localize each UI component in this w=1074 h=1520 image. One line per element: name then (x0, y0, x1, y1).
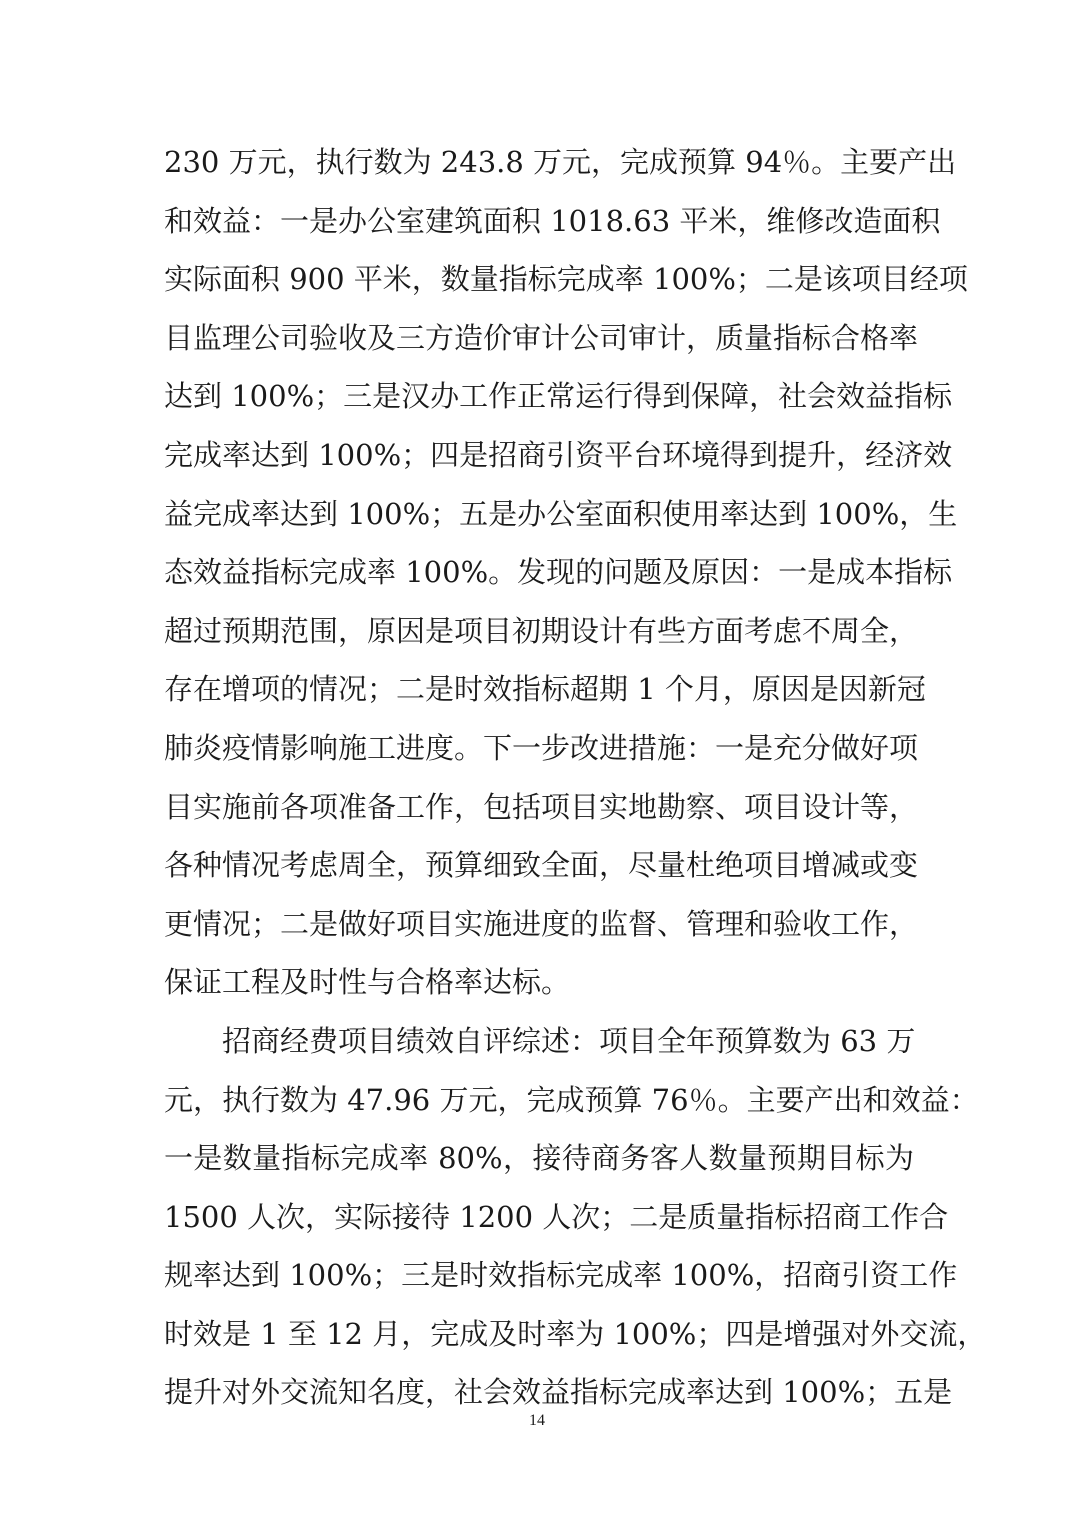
body-text (164, 133, 987, 1422)
text-line: 规率达到 100%；三是时效指标完成率 100%，招商引资工作 (164, 1258, 958, 1293)
text-line: 提升对外交流知名度，社会效益指标完成率达到 100%；五是 (164, 1375, 953, 1410)
text-line: 元，执行数为 47.96 万元，完成预算 76％。主要产出和效益： (164, 1082, 979, 1117)
text-line: 目实施前各项准备工作，包括项目实地勘察、项目设计等， (164, 789, 919, 824)
text-line: 完成率达到 100%；四是招商引资平台环境得到提升，经济效 (164, 437, 953, 472)
text-line: 肺炎疫情影响施工进度。下一步改进措施：一是充分做好项 (164, 730, 919, 765)
text-line: 和效益：一是办公室建筑面积 1018.63 平米，维修改造面积 (164, 203, 941, 238)
text-line: 230 万元，执行数为 243.8 万元，完成预算 94％。主要产出 (164, 145, 957, 179)
text-line: 更情况；二是做好项目实施进度的监督、管理和验收工作， (164, 906, 919, 941)
text-line: 保证工程及时性与合格率达标。 (164, 965, 571, 1000)
text-line: 实际面积 900 平米，数量指标完成率 100%；二是该项目经项 (164, 262, 968, 297)
text-line: 一是数量指标完成率 80%，接待商务客人数量预期目标为 (164, 1141, 914, 1176)
text-line: 超过预期范围，原因是项目初期设计有些方面考虑不周全， (164, 613, 919, 648)
paragraph-2 (164, 1012, 987, 1422)
text-line: 达到 100%；三是汉办工作正常运行得到保障，社会效益指标 (164, 379, 953, 414)
text-line: 招商经费项目绩效自评综述：项目全年预算数为 63 万 (222, 1023, 916, 1058)
text-line: 1500 人次，实际接待 1200 人次；二是质量指标招商工作合 (164, 1199, 949, 1234)
text-line: 目监理公司验收及三方造价审计公司审计，质量指标合格率 (164, 320, 919, 355)
text-line: 各种情况考虑周全，预算细致全面，尽量杜绝项目增减或变 (164, 848, 919, 883)
paragraph-1 (164, 133, 968, 1012)
text-line: 存在增项的情况；二是时效指标超期 1 个月，原因是因新冠 (164, 672, 926, 707)
text-line: 时效是 1 至 12 月，完成及时率为 100%；四是增强对外交流， (164, 1316, 987, 1351)
page-number: 14 (529, 1412, 545, 1429)
text-line: 益完成率达到 100%；五是办公室面积使用率达到 100%，生 (164, 496, 958, 531)
text-line: 态效益指标完成率 100%。发现的问题及原因：一是成本指标 (164, 555, 953, 590)
